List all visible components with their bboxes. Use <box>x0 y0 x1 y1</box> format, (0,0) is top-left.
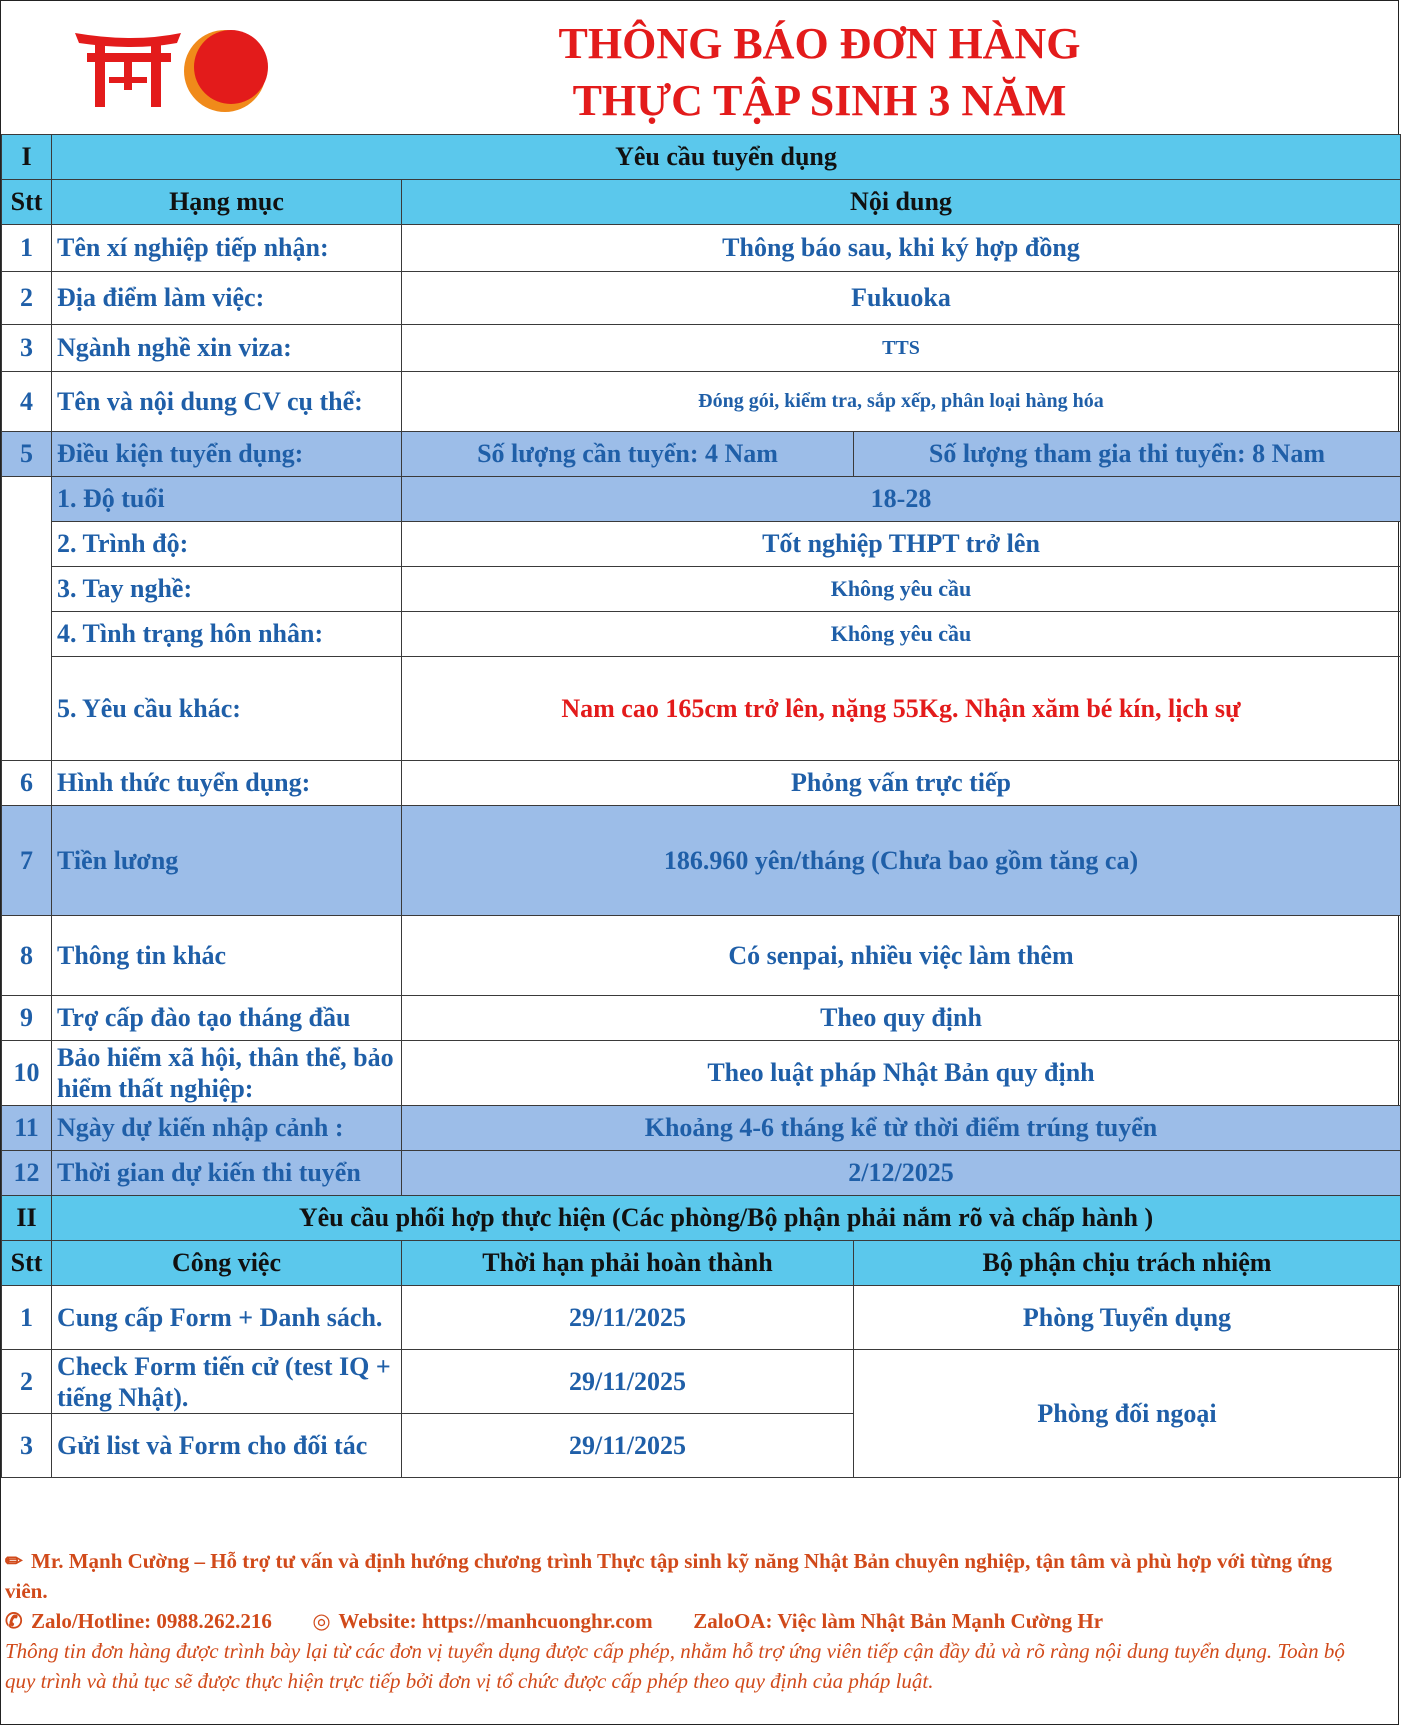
row-stt: 9 <box>2 996 52 1041</box>
column-header-row <box>2 1241 1401 1286</box>
row-stt: 4 <box>2 372 52 432</box>
table-row <box>2 567 1401 612</box>
row-deadline: 29/11/2025 <box>402 1286 854 1350</box>
row-label: Tên xí nghiệp tiếp nhận: <box>52 225 402 272</box>
table-row <box>2 1286 1401 1350</box>
col-stt: Stt <box>2 180 52 225</box>
order-table <box>1 134 1401 1478</box>
row-value: Fukuoka <box>402 272 1401 325</box>
table-row <box>2 272 1401 325</box>
table-row <box>2 806 1401 916</box>
sub-row-spacer <box>2 477 52 761</box>
row-label: Địa điểm làm việc: <box>52 272 402 325</box>
row-deadline: 29/11/2025 <box>402 1350 854 1414</box>
table-row <box>2 612 1401 657</box>
row-task: Cung cấp Form + Danh sách. <box>52 1286 402 1350</box>
title-line-1: THÔNG BÁO ĐƠN HÀNG <box>558 19 1081 68</box>
row-label: Ngành nghề xin viza: <box>52 325 402 372</box>
row-deadline: 29/11/2025 <box>402 1414 854 1478</box>
table-row <box>2 372 1401 432</box>
col-dept: Bộ phận chịu trách nhiệm <box>854 1241 1401 1286</box>
row-label: 3. Tay nghề: <box>52 567 402 612</box>
row-value-required: Số lượng cần tuyển: 4 Nam <box>402 432 854 477</box>
zalo-oa-text[interactable]: ZaloOA: Việc làm Nhật Bản Mạnh Cường Hr <box>693 1609 1104 1633</box>
row-label: Hình thức tuyển dụng: <box>52 761 402 806</box>
row-label: 2. Trình độ: <box>52 522 402 567</box>
row-label: 5. Yêu cầu khác: <box>52 657 402 761</box>
footer-intro <box>5 1546 1378 1606</box>
row-stt: 3 <box>2 325 52 372</box>
row-label: 4. Tình trạng hôn nhân: <box>52 612 402 657</box>
website-link[interactable]: Website: https://manhcuonghr.com <box>338 1609 653 1633</box>
row-value: 18-28 <box>402 477 1401 522</box>
row-label: Tên và nội dung CV cụ thể: <box>52 372 402 432</box>
table-row <box>2 761 1401 806</box>
col-item: Hạng mục <box>52 180 402 225</box>
footer <box>5 1546 1378 1696</box>
hotline-text[interactable]: Zalo/Hotline: 0988.262.216 <box>31 1609 272 1633</box>
footer-intro-text: Mr. Mạnh Cường – Hỗ trợ tư vấn và định hướng chương trình Thực tập sinh kỹ năng Nhật Bản chuyên nghiệp, tận tâm và phù hợp với từng ứng viên. <box>5 1549 1333 1603</box>
row-stt: 1 <box>2 1286 52 1350</box>
footer-disclaimer: Thông tin đơn hàng được trình bày lại từ các đơn vị tuyển dụng được cấp phép, nhằm hỗ trợ ứng viên tiếp cận đầy đủ và rõ ràng nội dung tuyển dụng. Toàn bộ quy trình và thủ tục sẽ được thực hiện trực tiếp bởi đơn vị tổ chức được cấp phép theo quy định của pháp luật. <box>5 1639 1345 1693</box>
table-row <box>2 657 1401 761</box>
table-row <box>2 1350 1401 1414</box>
table-row <box>2 522 1401 567</box>
section-1-header <box>2 135 1401 180</box>
row-label: Thông tin khác <box>52 916 402 996</box>
section-number: I <box>2 135 52 180</box>
table-row <box>2 996 1401 1041</box>
row-stt: 2 <box>2 272 52 325</box>
header <box>1 1 1398 134</box>
pen-icon: ✏ <box>5 1549 23 1573</box>
company-logo <box>73 27 273 117</box>
table-row <box>2 1106 1401 1151</box>
row-label: 1. Độ tuổi <box>52 477 402 522</box>
row-label: Bảo hiểm xã hội, thân thể, bảo hiểm thất nghiệp: <box>52 1041 402 1106</box>
table-row <box>2 916 1401 996</box>
row-dept: Phòng đối ngoại <box>854 1350 1401 1478</box>
col-task: Công việc <box>52 1241 402 1286</box>
table-row <box>2 1041 1401 1106</box>
row-value: Có senpai, nhiều việc làm thêm <box>402 916 1401 996</box>
table-row <box>2 225 1401 272</box>
section-number: II <box>2 1196 52 1241</box>
col-deadline: Thời hạn phải hoàn thành <box>402 1241 854 1286</box>
row-label: Điều kiện tuyển dụng: <box>52 432 402 477</box>
row-value: Theo luật pháp Nhật Bản quy định <box>402 1041 1401 1106</box>
row-value: Theo quy định <box>402 996 1401 1041</box>
row-label: Thời gian dự kiến thi tuyển <box>52 1151 402 1196</box>
row-task: Gửi list và Form cho đối tác <box>52 1414 402 1478</box>
section-title: Yêu cầu tuyển dụng <box>52 135 1401 180</box>
table-row <box>2 432 1401 477</box>
section-title: Yêu cầu phối hợp thực hiện (Các phòng/Bộ phận phải nắm rõ và chấp hành ) <box>52 1196 1401 1241</box>
row-stt: 3 <box>2 1414 52 1478</box>
section-2-header <box>2 1196 1401 1241</box>
title-line-2: THỰC TẬP SINH 3 NĂM <box>572 76 1067 125</box>
row-stt: 5 <box>2 432 52 477</box>
row-stt: 7 <box>2 806 52 916</box>
row-value: Nam cao 165cm trở lên, nặng 55Kg. Nhận xăm bé kín, lịch sự <box>402 657 1401 761</box>
row-label: Tiền lương <box>52 806 402 916</box>
row-value: Khoảng 4-6 tháng kể từ thời điểm trúng tuyển <box>402 1106 1401 1151</box>
phone-icon: ✆ <box>5 1609 23 1633</box>
row-value: Đóng gói, kiểm tra, sắp xếp, phân loại hàng hóa <box>402 372 1401 432</box>
row-value: Tốt nghiệp THPT trở lên <box>402 522 1401 567</box>
row-label: Trợ cấp đào tạo tháng đầu <box>52 996 402 1041</box>
row-stt: 1 <box>2 225 52 272</box>
row-value: Phỏng vấn trực tiếp <box>402 761 1401 806</box>
col-content: Nội dung <box>402 180 1401 225</box>
row-value: Thông báo sau, khi ký hợp đồng <box>402 225 1401 272</box>
row-stt: 2 <box>2 1350 52 1414</box>
row-dept: Phòng Tuyển dụng <box>854 1286 1401 1350</box>
row-stt: 6 <box>2 761 52 806</box>
row-stt: 11 <box>2 1106 52 1151</box>
row-stt: 8 <box>2 916 52 996</box>
table-row <box>2 477 1401 522</box>
row-task: Check Form tiến cử (test IQ + tiếng Nhật). <box>52 1350 402 1414</box>
col-stt: Stt <box>2 1241 52 1286</box>
page-title <box>301 15 1338 129</box>
table-row <box>2 1151 1401 1196</box>
row-value: Không yêu cầu <box>402 612 1401 657</box>
torii-gate-icon <box>75 33 181 107</box>
globe-icon: ◎ <box>312 1609 331 1633</box>
table-row <box>2 325 1401 372</box>
row-value: Không yêu cầu <box>402 567 1401 612</box>
row-stt: 10 <box>2 1041 52 1106</box>
row-value: 186.960 yên/tháng (Chưa bao gồm tăng ca) <box>402 806 1401 916</box>
row-value: 2/12/2025 <box>402 1151 1401 1196</box>
column-header-row <box>2 180 1401 225</box>
footer-contacts <box>5 1606 1378 1636</box>
row-stt: 12 <box>2 1151 52 1196</box>
row-label: Ngày dự kiến nhập cảnh : <box>52 1106 402 1151</box>
row-value-exam: Số lượng tham gia thi tuyển: 8 Nam <box>854 432 1401 477</box>
row-value: TTS <box>402 325 1401 372</box>
